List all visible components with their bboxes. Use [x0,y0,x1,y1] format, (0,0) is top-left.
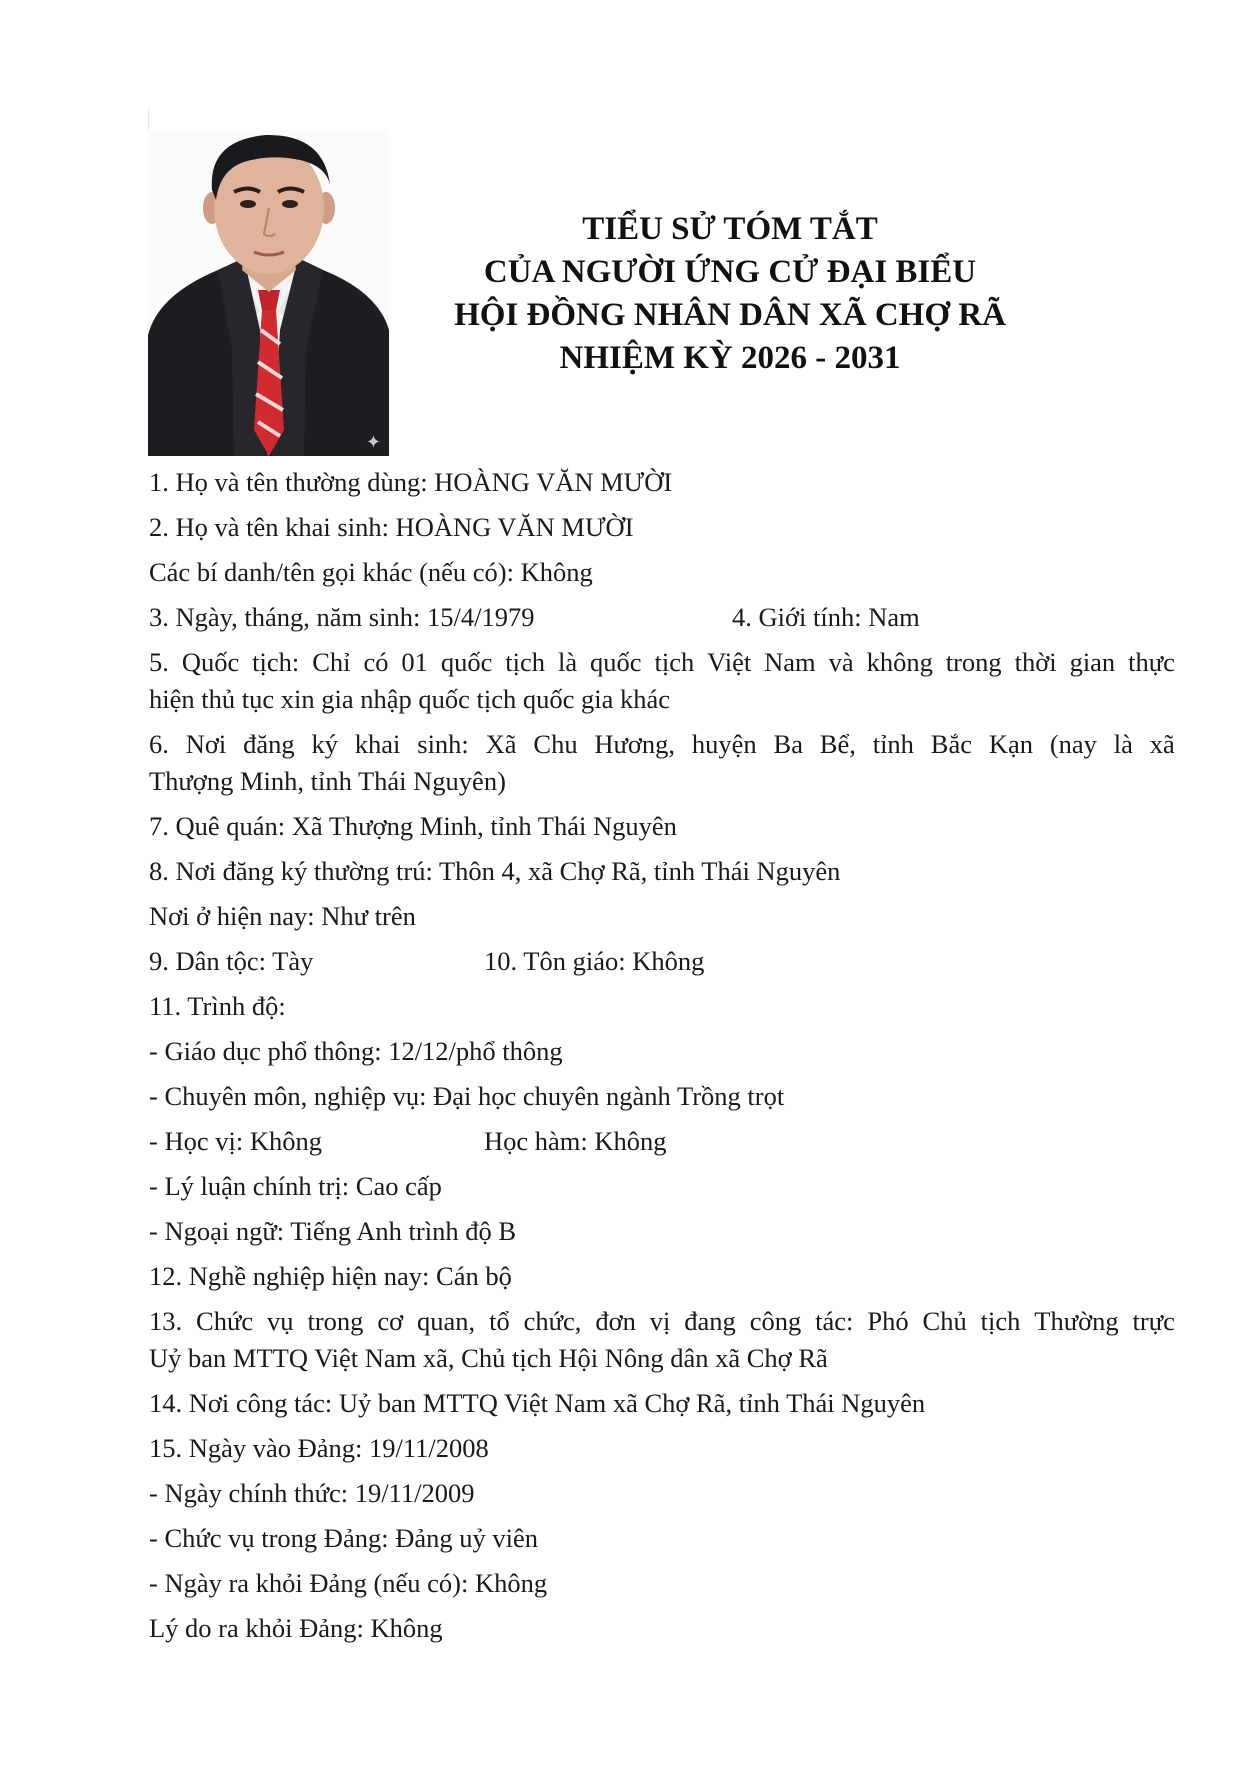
education-heading: 11. Trình độ: [149,991,286,1021]
word: (nay [1049,729,1097,759]
birth-registration-field-line-1 [149,722,1175,759]
current-residence-field: Nơi ở hiện nay: Như trên [149,901,416,931]
word: vụ [267,1306,294,1336]
word: quan, [417,1306,476,1336]
ethnicity-religion-row [149,939,1175,984]
title-line-2: CỦA NGƯỜI ỨNG CỬ ĐẠI BIỂU [483,254,977,290]
ethnicity-field: 9. Dân tộc: Tày [149,946,314,976]
word: Kạn [988,729,1033,759]
degree-title-row [149,1119,1175,1164]
foreign-language-field: - Ngoại ngữ: Tiếng Anh trình độ B [149,1216,516,1246]
biography-fields [149,460,1175,1651]
word: Chủ [922,1306,967,1336]
candidate-portrait-photo [148,130,389,456]
word: Chu [533,729,578,759]
gender-field: 4. Giới tính: Nam [732,602,920,632]
word: 01 [401,647,428,677]
party-official-date-field: - Ngày chính thức: 19/11/2009 [149,1478,475,1508]
word: tịch [505,647,546,677]
word: Việt [707,647,752,677]
alias-field: Các bí danh/tên gọi khác (nếu có): Không [149,557,593,587]
word: công [749,1306,802,1336]
word: là [557,647,578,677]
word: ký [311,729,338,759]
word: thực [1128,647,1175,677]
common-name-field: 1. Họ và tên thường dùng: HOÀNG VĂN MƯỜI [149,467,673,497]
word: vị [649,1306,671,1336]
party-position-field: - Chức vụ trong Đảng: Đảng uỷ viên [149,1523,538,1553]
word: gian [1069,647,1116,677]
word: 5. [149,647,169,677]
word: huyện [691,729,757,759]
word: không [866,647,933,677]
word: Ba [773,729,803,759]
word: Chỉ [312,647,351,677]
word: đang [684,1306,736,1336]
word: và [828,647,854,677]
title-line-3: HỘI ĐỒNG NHÂN DÂN XÃ CHỢ RÃ [454,297,1006,333]
word: Nam [764,647,816,677]
party-exit-date-field: - Ngày ra khỏi Đảng (nếu có): Không [149,1568,548,1598]
word: chức, [523,1306,582,1336]
word: xã [1149,729,1175,759]
word: Nơi [185,729,227,759]
word: trong [945,647,1002,677]
title-line-1: TIỂU SỬ TÓM TẮT [582,211,878,247]
word: có [363,647,389,677]
word: quốc [440,647,493,677]
word: Xã [485,729,517,759]
word: đơn [595,1306,636,1336]
word: tịch: [252,647,300,677]
word: tịch [654,647,695,677]
word: trực [1132,1306,1175,1336]
word: quốc [590,647,642,677]
word: Quốc [181,647,240,677]
word: Bể, [819,729,856,759]
position-field-line-2: Uỷ ban MTTQ Việt Nam xã, Chủ tịch Hội Nông dân xã Chợ Rã [149,1343,828,1373]
word: trong [307,1306,364,1336]
birth-registration-field-line-2: Thượng Minh, tỉnh Thái Nguyên) [149,766,506,796]
word: sinh: [417,729,469,759]
nationality-field-line-2: hiện thủ tục xin gia nhập quốc tịch quốc gia khác [149,684,671,714]
academic-title-field: Học hàm: Không [484,1126,667,1156]
hometown-field: 7. Quê quán: Xã Thượng Minh, tỉnh Thái Nguyên [149,811,677,841]
degree-field: - Học vị: Không [149,1126,322,1156]
word: là [1113,729,1133,759]
document-title [390,208,1070,380]
position-field-line-1 [149,1299,1175,1336]
birth-date-field: 3. Ngày, tháng, năm sinh: 15/4/1979 [149,602,535,632]
word: khai [354,729,401,759]
workplace-field: 14. Nơi công tác: Uỷ ban MTTQ Việt Nam xã Chợ Rã, tỉnh Thái Nguyên [149,1388,926,1418]
word: 6. [149,729,169,759]
word: Hương, [594,729,676,759]
word: tịch [980,1306,1021,1336]
title-line-4: NHIỆM KỲ 2026 - 2031 [559,340,901,376]
occupation-field: 12. Nghề nghiệp hiện nay: Cán bộ [149,1261,512,1291]
party-exit-reason-field: Lý do ra khỏi Đảng: Không [149,1613,443,1643]
birth-name-field: 2. Họ và tên khai sinh: HOÀNG VĂN MƯỜI [149,512,634,542]
word: Chức [196,1306,254,1336]
party-admission-date-field: 15. Ngày vào Đảng: 19/11/2008 [149,1433,489,1463]
word: cơ [377,1306,404,1336]
word: 13. [149,1306,183,1336]
religion-field: 10. Tôn giáo: Không [484,946,705,976]
sparkle-icon: ✦ [365,432,381,453]
professional-education-field: - Chuyên môn, nghiệp vụ: Đại học chuyên ngành Trồng trọt [149,1081,785,1111]
word: thời [1014,647,1057,677]
word: tổ [489,1306,510,1336]
political-theory-field: - Lý luận chính trị: Cao cấp [149,1171,442,1201]
word: tỉnh [872,729,914,759]
word: tác: [815,1306,854,1336]
word: Phó [867,1306,909,1336]
word: Bắc [930,729,972,759]
general-education-field: - Giáo dục phổ thông: 12/12/phổ thông [149,1036,563,1066]
nationality-field-line-1 [149,640,1175,677]
birth-gender-row [149,595,1175,640]
permanent-residence-field: 8. Nơi đăng ký thường trú: Thôn 4, xã Chợ Rã, tỉnh Thái Nguyên [149,856,841,886]
word: đăng [243,729,295,759]
word: Thường [1034,1306,1119,1336]
